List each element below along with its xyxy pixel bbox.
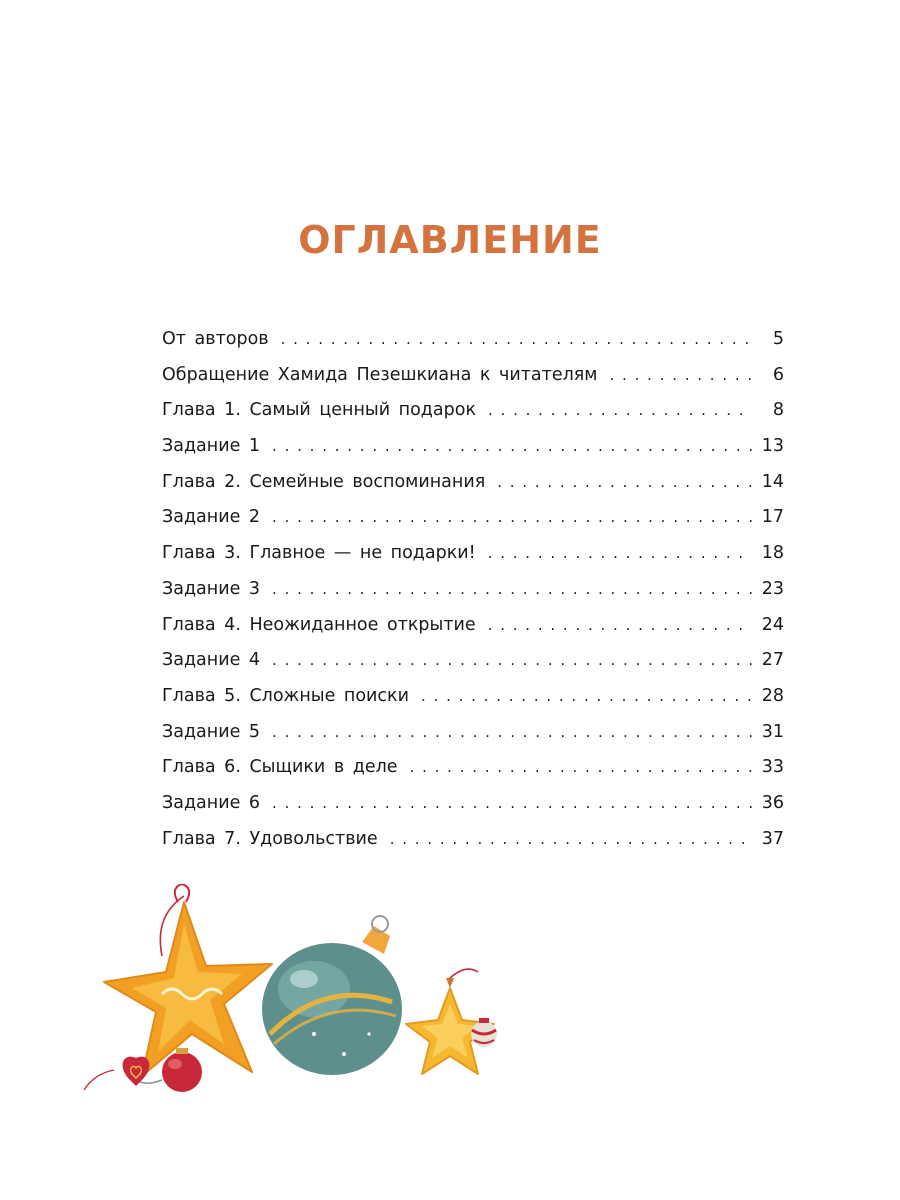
toc-entry[interactable] [162,608,784,644]
toc-entry[interactable] [162,465,784,501]
toc-entry-page: 27 [761,650,784,671]
toc-leader-dots [272,572,752,608]
toc-entry-label: Глава 1. Самый ценный подарок [162,400,477,421]
toc-entry-page: 33 [761,757,784,778]
christmas-ornaments-icon [74,884,514,1104]
toc-entry[interactable] [162,358,784,394]
toc-entry-label: Задание 3 [162,578,261,599]
toc-leader-dots [410,750,752,786]
toc-entry-label: Глава 7. Удовольствие [162,828,378,849]
toc-entry-label: Глава 4. Неожиданное открытие [162,614,476,635]
toc-entry-page: 23 [761,578,784,599]
toc-leader-dots [272,643,752,679]
toc-entry-page: 13 [761,436,784,457]
toc-leader-dots [610,358,752,394]
toc-entry-page: 14 [761,471,784,492]
toc-entry-label: Задание 5 [162,721,261,742]
toc-entry[interactable] [162,500,784,536]
toc-entry[interactable] [162,643,784,679]
toc-entry[interactable] [162,536,784,572]
toc-entry[interactable] [162,715,784,751]
toc-entry-page: 8 [772,400,784,421]
toc-entry-page: 28 [761,685,784,706]
page-title: ОГЛАВЛЕНИЕ [298,218,602,262]
toc-leader-dots [497,465,751,501]
toc-entry-label: Глава 2. Семейные воспоминания [162,471,486,492]
toc-entry-page: 17 [761,507,784,528]
toc-entry-label: Задание 4 [162,650,261,671]
toc-entry-page: 24 [761,614,784,635]
orange-star-ornament [104,884,272,1076]
toc-entry-label: От авторов [162,329,269,349]
toc-entry[interactable] [162,750,784,786]
toc-entry-label: Обращение Хамида Пезешкиана к читателям [162,364,598,385]
toc-leader-dots [281,322,752,358]
toc-entry-page: 31 [761,721,784,742]
toc-entry-page: 18 [761,543,784,564]
toc-entry[interactable] [162,572,784,608]
toc-leader-dots [272,500,752,536]
teal-ball-ornament [262,916,402,1075]
toc-leader-dots [488,536,752,572]
toc-entry[interactable] [162,429,784,465]
toc-entry-label: Глава 6. Сыщики в деле [162,757,398,778]
toc-entry-label: Задание 1 [162,436,261,457]
toc-entry-label: Глава 5. Сложные поиски [162,685,409,706]
toc-leader-dots [488,393,752,429]
toc-entry[interactable] [162,393,784,429]
toc-entry[interactable] [162,822,784,858]
toc-entry-page: 36 [761,792,784,813]
toc-leader-dots [272,715,752,751]
toc-entry-label: Глава 3. Главное — не подарки! [162,543,476,564]
toc-entry-page: 5 [772,329,784,349]
heart-ornament [84,1057,149,1090]
toc-leader-dots [272,786,752,822]
toc-leader-dots [421,679,752,715]
toc-entry-page: 6 [772,364,784,385]
toc-leader-dots [390,822,752,858]
toc-entry[interactable] [162,679,784,715]
toc-entry[interactable] [162,786,784,822]
toc-entry[interactable] [162,322,784,358]
toc-entry-label: Задание 6 [162,792,261,813]
toc-leader-dots [488,608,752,644]
toc-entry-page: 37 [761,828,784,849]
table-of-contents [162,322,784,857]
toc-leader-dots [272,429,752,465]
toc-entry-label: Задание 2 [162,507,261,528]
